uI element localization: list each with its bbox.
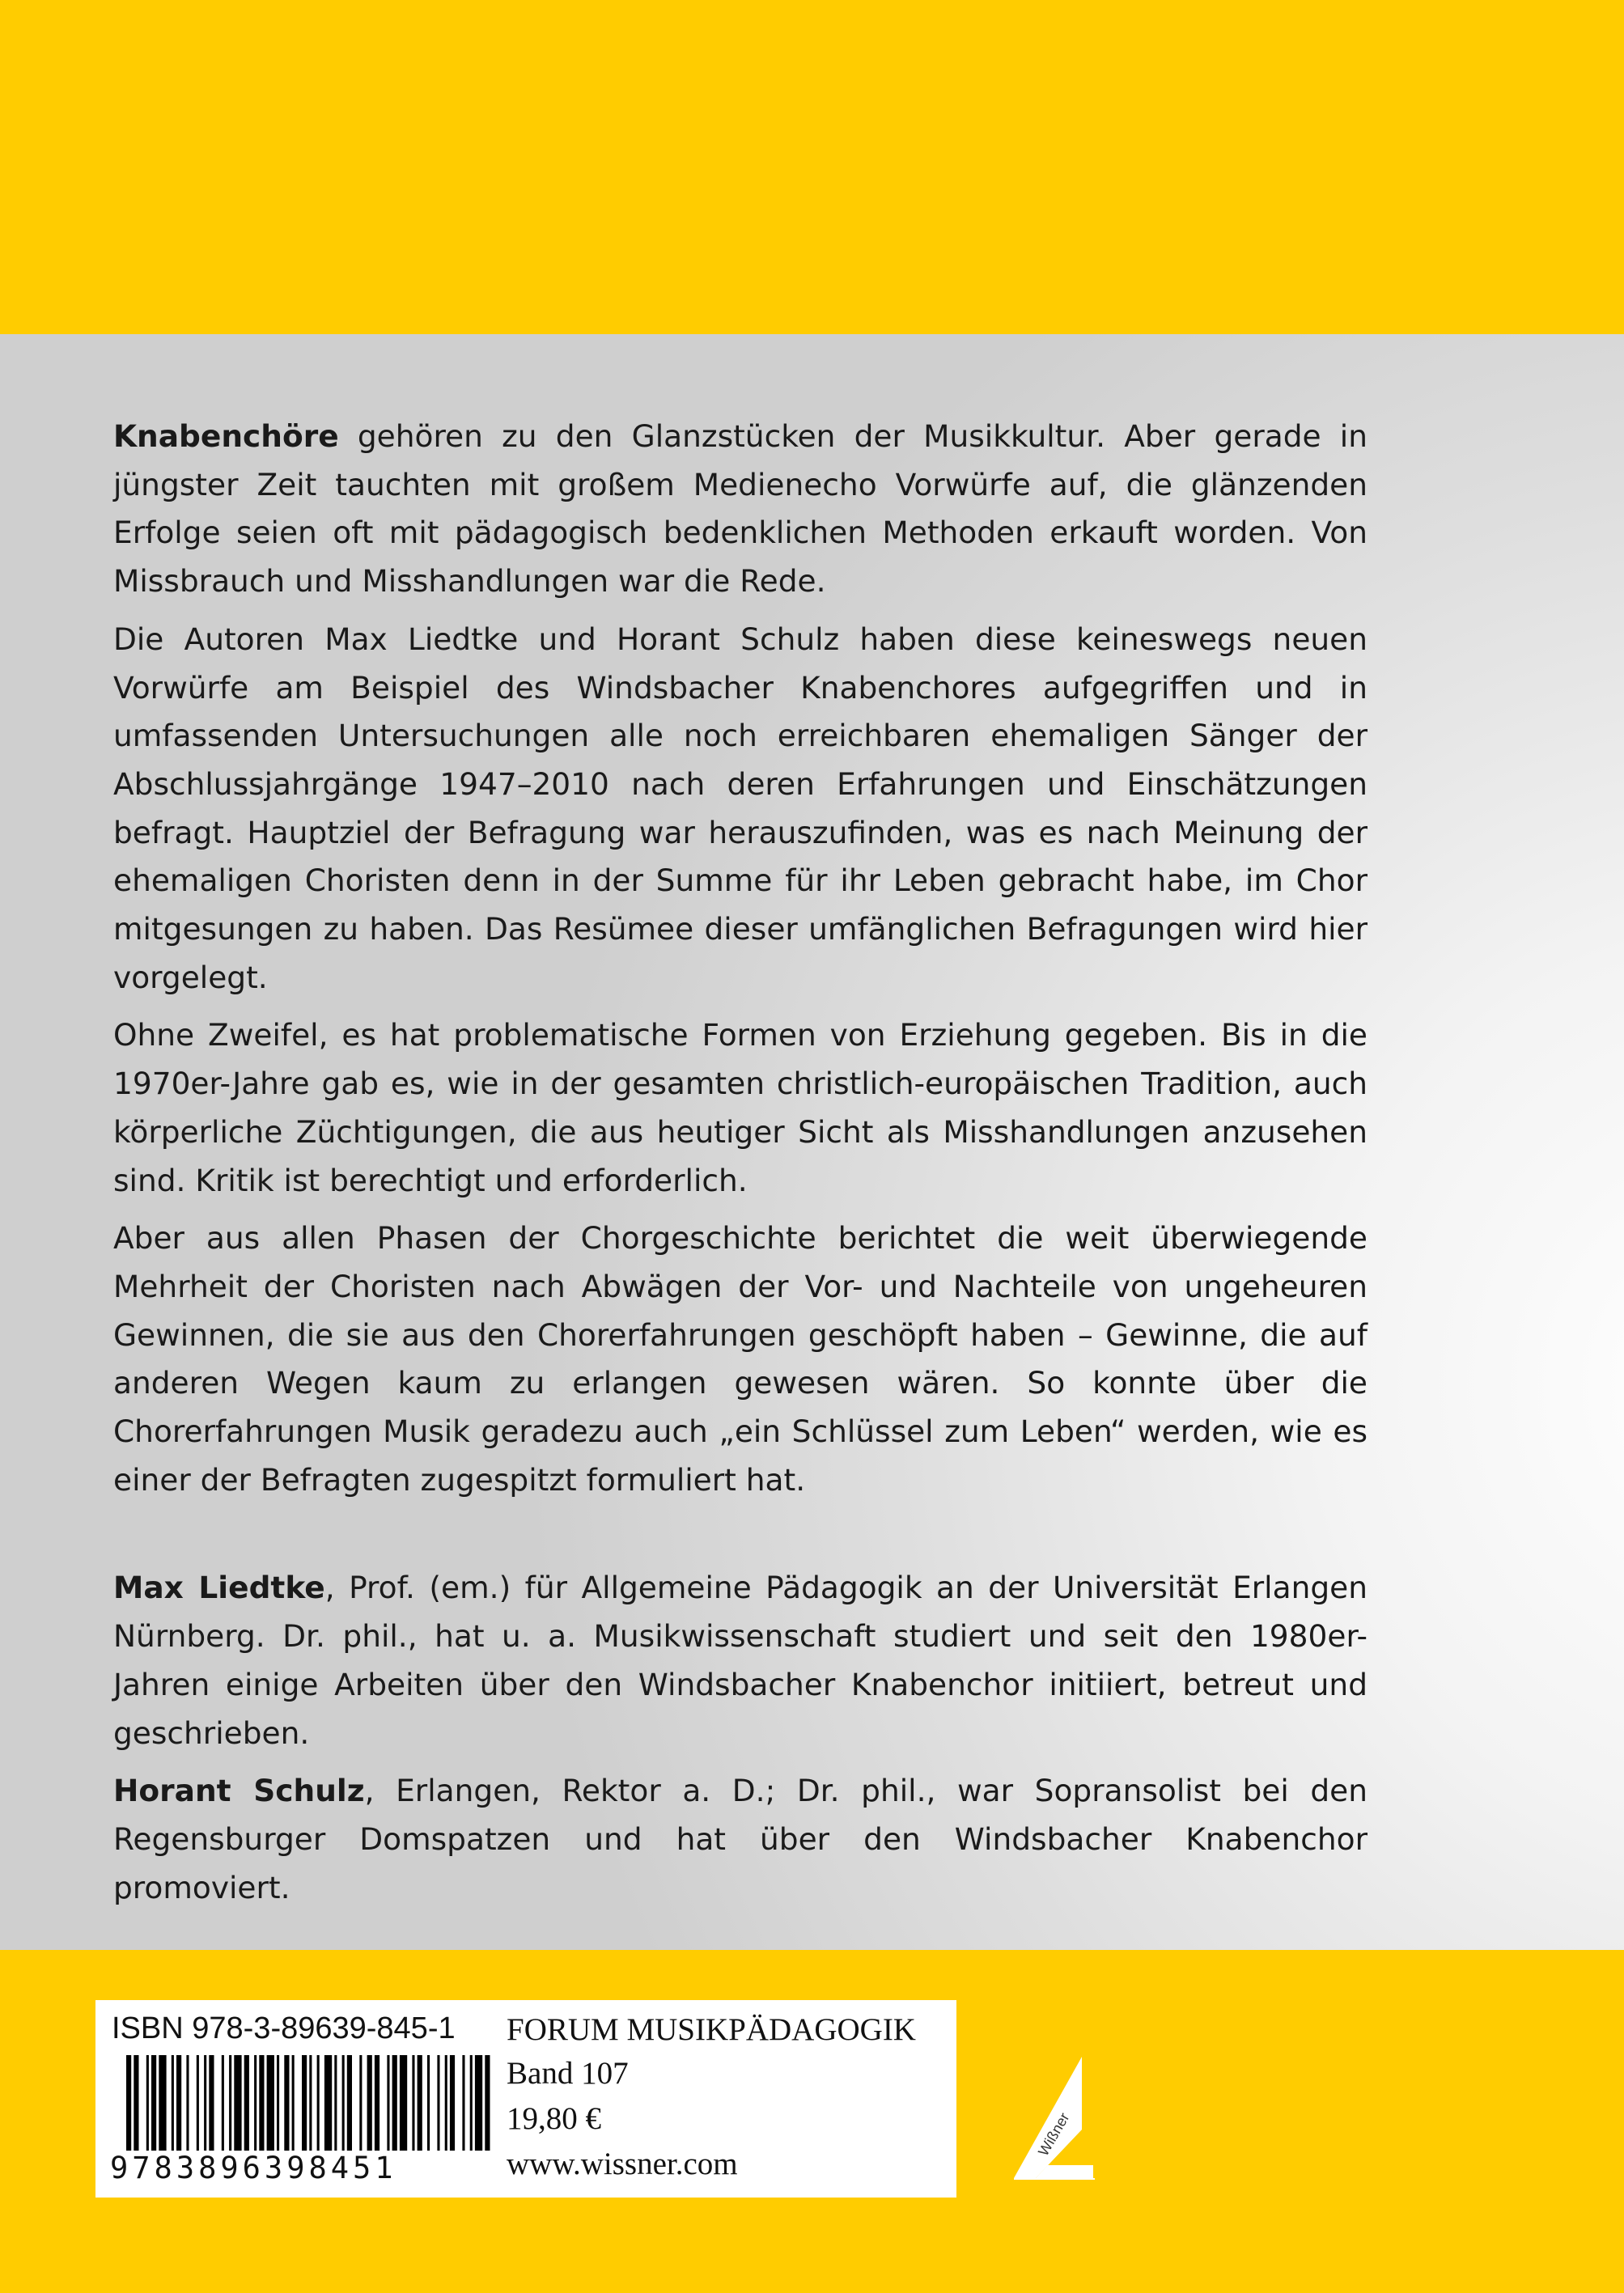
barcode-bar	[412, 2055, 414, 2151]
barcode-bar	[347, 2055, 352, 2151]
barcode-icon	[126, 2055, 494, 2151]
publisher-logo-text: Wißner	[1035, 2109, 1073, 2159]
barcode-bar	[418, 2055, 422, 2151]
barcode-bar	[229, 2055, 231, 2151]
barcode-digits: 9783896398451	[110, 2151, 397, 2185]
price-label: 19,80 €	[507, 2101, 601, 2136]
barcode-bar	[292, 2055, 295, 2151]
barcode-bar	[254, 2055, 257, 2151]
description-paragraph-3: Ohne Zweifel, es hat problematische Formen von Erziehung gegeben. Bis in die 1970er-Jahre gab es, wie in der gesamten christlich-europäischen Tradition, auch körperliche Züchtigungen, die aus heutiger Sicht als Misshandlungen anzusehen sind. Kritik ist berechtigt und erforderlich.	[113, 1017, 1367, 1198]
top-yellow-band	[0, 0, 1624, 334]
description-paragraph-4: Aber aus allen Phasen der Chorgeschichte berichtet die weit überwiegende Mehrheit der Choristen nach Abwägen der Vor- und Nachteile von ungeheuren Gewinnen, die sie aus den Chorerfahrungen geschöpft haben – Gewinne, die auf anderen Wegen kaum zu erlangen gewesen wären. So konnte über die Chorerfahrungen Musik geradezu auch „ein Schlüssel zum Leben“ werden, wie es einer der Befragten zugespitzt formuliert hat.	[113, 1220, 1367, 1498]
barcode-bar	[359, 2055, 362, 2151]
author-bio-schulz-text: , Erlangen, Rektor a. D.; Dr. phil., war Sopransolist bei den Regensburger Domspatzen und hat über den Windsbacher Knabenchor promoviert.	[113, 1773, 1368, 1905]
barcode-bar	[234, 2055, 241, 2151]
back-cover-text	[113, 413, 1367, 1912]
barcode-bar	[151, 2055, 156, 2151]
barcode-bar	[209, 2055, 214, 2151]
author-name-schulz: Horant Schulz	[113, 1773, 365, 1809]
barcode-bar	[387, 2055, 389, 2151]
barcode-bar	[317, 2055, 320, 2151]
barcode-bar	[437, 2055, 439, 2151]
barcode-bar	[204, 2055, 206, 2151]
barcode-bar	[146, 2055, 149, 2151]
barcode-bar	[400, 2055, 407, 2151]
barcode-bar	[309, 2055, 312, 2151]
barcode-bar	[134, 2055, 138, 2151]
barcode-bar	[485, 2055, 490, 2151]
paragraph-1-text: gehören zu den Glanzstücken der Musikkultur. Aber gerade in jüngster Zeit tauchten mit großem Medienecho Vorwürfe auf, die glänzenden Erfolge seien oft mit pädagogisch bedenklichen Methoden erkauft worden. Von Missbrauch und Misshandlungen war die Rede.	[113, 418, 1367, 600]
author-bio-liedtke	[113, 1564, 1367, 1757]
barcode-bar	[186, 2055, 189, 2151]
isbn-label: ISBN 978-3-89639-845-1	[112, 2011, 456, 2045]
series-title: FORUM MUSIKPÄDAGOGIK	[507, 2012, 916, 2047]
barcode-bar	[334, 2055, 337, 2151]
barcode-bar	[197, 2055, 199, 2151]
barcode-bar	[462, 2055, 464, 2151]
book-info-box	[95, 2000, 956, 2198]
author-bio-schulz	[113, 1767, 1367, 1912]
barcode-bar	[375, 2055, 379, 2151]
barcode-bar	[159, 2055, 166, 2151]
barcode-bar	[259, 2055, 264, 2151]
author-bio-liedtke-text: , Prof. (em.) für Allgemeine Pädagogik an der Universität Erlangen Nürnberg. Dr. phil., hat u. a. Musikwissenschaft studiert und seit den 1980er-Jahren einige Arbeiten über den Windsbacher Knabenchor initiiert, betreut und geschrieben.	[113, 1570, 1367, 1751]
barcode-bar	[470, 2055, 473, 2151]
website-link[interactable]: www.wissner.com	[507, 2147, 738, 2181]
barcode-bar	[475, 2055, 482, 2151]
barcode-bar	[244, 2055, 249, 2151]
barcode-bar	[284, 2055, 289, 2151]
barcode-bar	[172, 2055, 174, 2151]
description-paragraph-1	[113, 413, 1367, 606]
barcode-bar	[222, 2055, 224, 2151]
description-paragraph-2: Die Autoren Max Liedtke und Horant Schulz haben diese keineswegs neuen Vorwürfe am Beispiel des Windsbacher Knabenchores aufgegriffen und in umfassenden Untersuchungen alle noch erreichbaren ehemaligen Sänger der Abschlussjahrgänge 1947–2010 nach deren Erfahrungen und Einschätzungen befragt. Hauptziel der Befragung war herauszufinden, was es nach Meinung der ehemaligen Choristen denn in der Summe für ihr Leben gebracht habe, im Chor mitgesungen zu haben. Das Resümee dieser umfänglichen Befragungen wird hier vorgelegt.	[113, 621, 1367, 995]
author-name-liedtke: Max Liedtke	[113, 1570, 325, 1606]
barcode-bar	[176, 2055, 181, 2151]
barcode-bar	[367, 2055, 372, 2151]
barcode-bar	[267, 2055, 274, 2151]
volume-label: Band 107	[507, 2056, 629, 2091]
barcode-bar	[324, 2055, 332, 2151]
publisher-logo-icon	[991, 2050, 1105, 2188]
barcode-bar	[342, 2055, 345, 2151]
barcode-bar	[302, 2055, 307, 2151]
barcode-bar	[450, 2055, 455, 2151]
barcode-bar	[277, 2055, 279, 2151]
lead-word: Knabenchöre	[113, 418, 339, 454]
barcode-bar	[392, 2055, 397, 2151]
barcode-bar	[445, 2055, 447, 2151]
barcode-bar	[126, 2055, 131, 2151]
barcode-bar	[427, 2055, 430, 2151]
